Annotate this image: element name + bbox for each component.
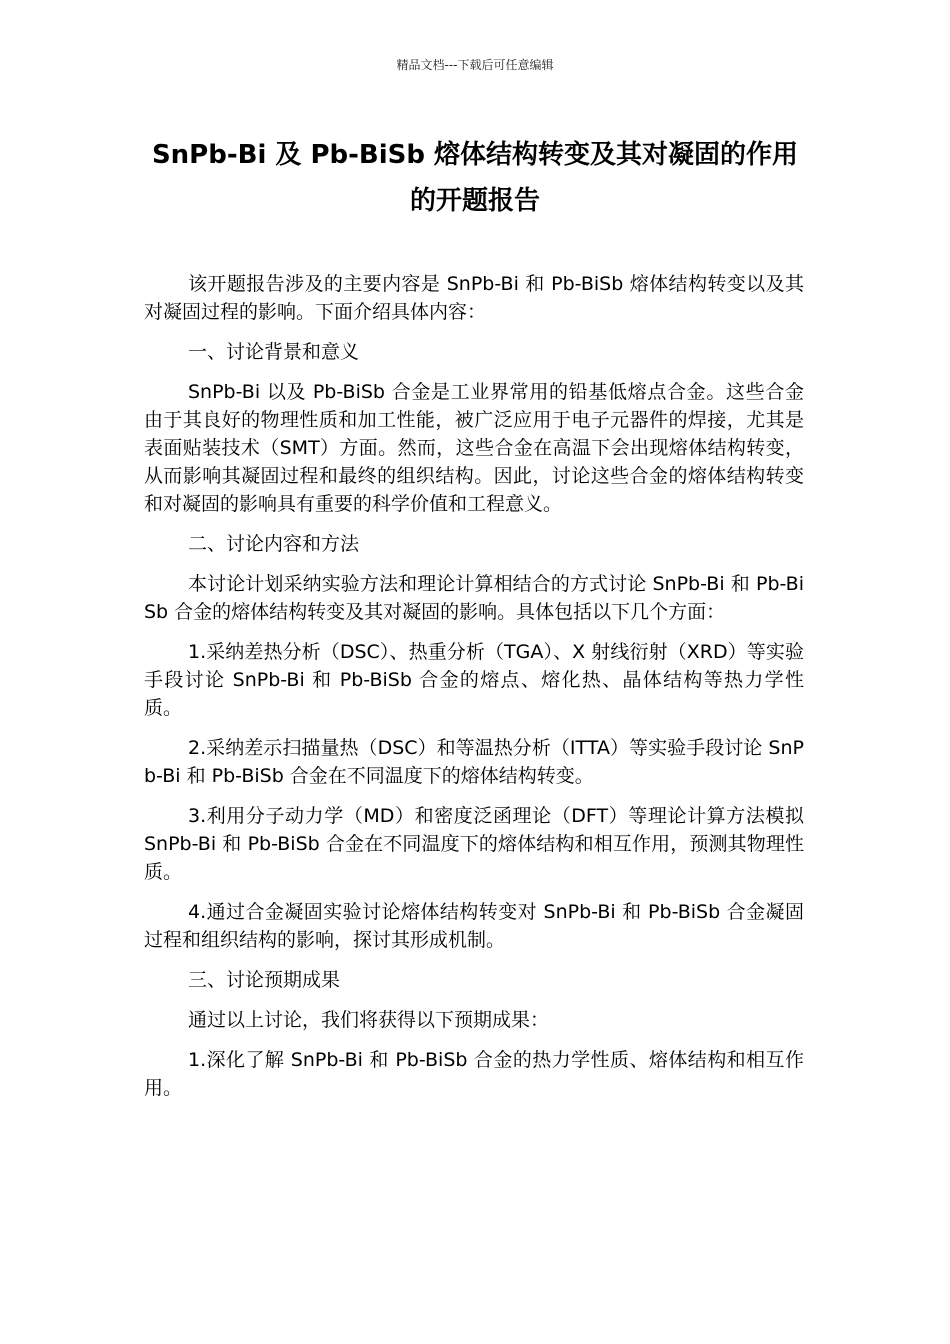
section-heading-methods: 二、讨论内容和方法 — [188, 533, 360, 555]
method-item-4: 4.通过合金凝固实验讨论熔体结构转变对 SnPb-Bi 和 Pb-BiSb 合金凝固过程和组织结构的影响，探讨其形成机制。 — [144, 901, 804, 951]
page-header: 精品文档---下载后可任意编辑 — [396, 58, 554, 72]
background-paragraph: SnPb-Bi 以及 Pb-BiSb 合金是工业界常用的铅基低熔点合金。这些合金由于其良好的物理性质和加工性能，被广泛应用于电子元器件的焊接，尤其是表面贴装技术（SMT）方面。然而，这些合金在高温下会出现熔体结构转变，从而影响其凝固过程和最终的组织结构。因此，讨论这些合金的熔体结构转变和对凝固的影响具有重要的科学价值和工程意义。 — [144, 381, 804, 515]
method-item-2: 2.采纳差示扫描量热（DSC）和等温热分析（ITTA）等实验手段讨论 SnPb-Bi 和 Pb-BiSb 合金在不同温度下的熔体结构转变。 — [144, 737, 804, 787]
document-title — [140, 132, 810, 224]
method-item-3: 3.利用分子动力学（MD）和密度泛函理论（DFT）等理论计算方法模拟 SnPb-Bi 和 Pb-BiSb 合金在不同温度下的熔体结构和相互作用，预测其物理性质。 — [144, 805, 804, 883]
outcomes-intro: 通过以上讨论，我们将获得以下预期成果： — [188, 1009, 550, 1031]
section-heading-background: 一、讨论背景和意义 — [188, 341, 360, 363]
methods-paragraph: 本讨论计划采纳实验方法和理论计算相结合的方式讨论 SnPb-Bi 和 Pb-BiSb 合金的熔体结构转变及其对凝固的影响。具体包括以下几个方面： — [144, 573, 804, 623]
section-heading-outcomes: 三、讨论预期成果 — [188, 969, 341, 991]
title-line-1: SnPb-Bi 及 Pb-BiSb 熔体结构转变及其对凝固的作用 — [151, 140, 799, 170]
title-line-2: 的开题报告 — [409, 186, 540, 216]
document-body — [144, 270, 804, 1114]
intro-paragraph: 该开题报告涉及的主要内容是 SnPb-Bi 和 Pb-BiSb 熔体结构转变以及其对凝固过程的影响。下面介绍具体内容： — [144, 273, 804, 323]
outcome-item-1: 1.深化了解 SnPb-Bi 和 Pb-BiSb 合金的热力学性质、熔体结构和相互作用。 — [144, 1049, 804, 1099]
method-item-1: 1.采纳差热分析（DSC）、热重分析（TGA）、X 射线衍射（XRD）等实验手段讨论 SnPb-Bi 和 Pb-BiSb 合金的熔点、熔化热、晶体结构等热力学性质。 — [144, 641, 804, 719]
